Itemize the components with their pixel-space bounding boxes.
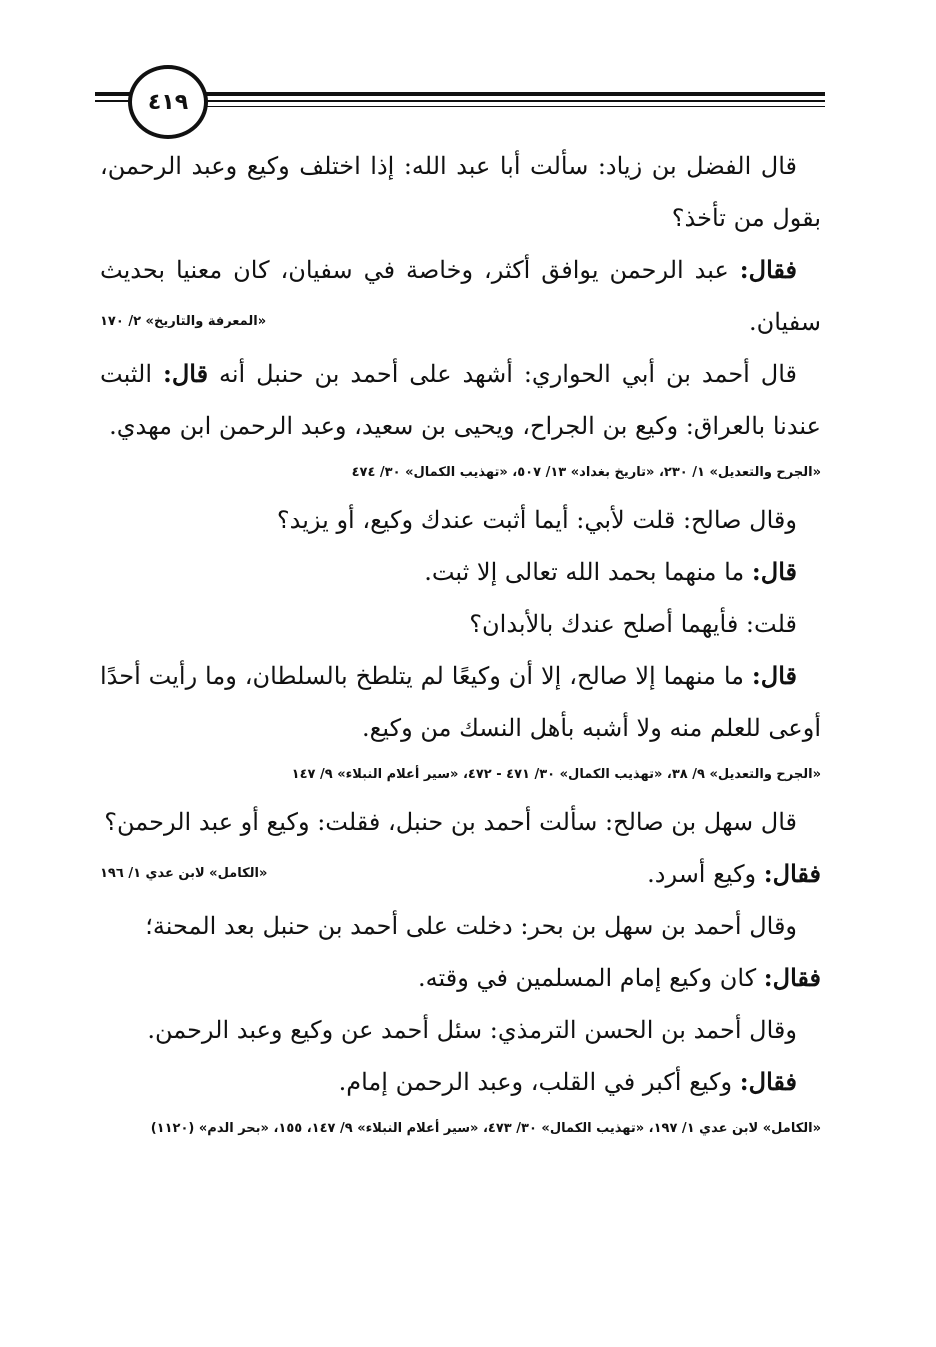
paragraph: قلت: فأيهما أصلح عندك بالأبدان؟ bbox=[469, 610, 797, 638]
paragraph bbox=[100, 244, 821, 348]
paragraph bbox=[100, 1056, 821, 1108]
paragraph bbox=[100, 848, 821, 900]
paragraph-text: وكيع أسرد. bbox=[647, 860, 764, 888]
paragraph: وقال صالح: قلت لأبي: أيما أثبت عندك وكيع، أو يزيد؟ bbox=[276, 506, 797, 534]
header-rule bbox=[200, 92, 825, 96]
paragraph-text: قال أحمد بن أبي الحواري: أشهد على أحمد بن حنبل أنه bbox=[208, 360, 797, 388]
page-number: ٤١٩ bbox=[128, 65, 208, 139]
paragraph: قال سهل بن صالح: سألت أحمد بن حنبل، فقلت: وكيع أو عبد الرحمن؟ bbox=[104, 808, 797, 836]
paragraph: قال الفضل بن زياد: سألت أبا عبد الله: إذا اختلف وكيع وعبد الرحمن، بقول من تأخذ؟ bbox=[100, 152, 821, 232]
speaker-label: فقال: bbox=[763, 859, 821, 888]
paragraph-text: كان وكيع إمام المسلمين في وقته. bbox=[418, 964, 764, 992]
page-header bbox=[95, 60, 825, 140]
paragraph: وقال أحمد بن سهل بن بحر: دخلت على أحمد بن حنبل بعد المحنة؛ bbox=[145, 912, 797, 940]
paragraph-text: ما منهما بحمد الله تعالى إلا ثبت. bbox=[424, 558, 752, 586]
speaker-label: قال: bbox=[751, 557, 797, 586]
citation: «الجرح والتعديل» ٩/ ٣٨، «تهذيب الكمال» ٣٠/ ٤٧١ - ٤٧٢، «سير أعلام النبلاء» ٩/ ١٤٧ bbox=[291, 767, 821, 782]
speaker-label: فقال: bbox=[739, 1067, 797, 1096]
paragraph bbox=[100, 650, 821, 754]
speaker-label: قال: bbox=[162, 359, 209, 388]
paragraph-text: وكيع أكبر في القلب، وعبد الرحمن إمام. bbox=[338, 1068, 740, 1096]
paragraph-text: الثبت عندنا بالعراق: وكيع بن الجراح، ويحيى بن سعيد، وعبد الرحمن ابن مهدي. bbox=[100, 360, 821, 440]
paragraph: وقال أحمد بن الحسن الترمذي: سئل أحمد عن وكيع وعبد الرحمن. bbox=[147, 1016, 797, 1044]
citation: «الكامل» لابن عدي ١/ ١٩٧، «تهذيب الكمال» ٣٠/ ٤٧٣، «سير أعلام النبلاء» ٩/ ١٤٧، ١٥٥، «بحر الدم» (١١٢٠) bbox=[150, 1121, 821, 1136]
paragraph-text: ما منهما إلا صالح، إلا أن وكيعًا لم يتلطخ بالسلطان، وما رأيت أحدًا أوعى للعلم منه ولا أشبه بأهل النسك من وكيع. bbox=[100, 662, 821, 742]
speaker-label: قال: bbox=[751, 661, 797, 690]
paragraph bbox=[100, 952, 821, 1004]
citation: «المعرفة والتاريخ» ٢/ ١٧٠ bbox=[100, 314, 267, 329]
paragraph bbox=[100, 546, 821, 598]
header-rule bbox=[200, 106, 825, 107]
paragraph-text: عبد الرحمن يوافق أكثر، وخاصة في سفيان، كان معنيا بحديث سفيان. bbox=[100, 256, 821, 336]
paragraph bbox=[100, 348, 821, 452]
header-rule bbox=[200, 100, 825, 102]
citation: «الكامل» لابن عدي ١/ ١٩٦ bbox=[100, 866, 268, 881]
speaker-label: فقال: bbox=[763, 963, 821, 992]
citation: «الجرح والتعديل» ١/ ٢٣٠، «تاريخ بغداد» ١٣/ ٥٠٧، «تهذيب الكمال» ٣٠/ ٤٧٤ bbox=[351, 465, 821, 480]
page-body bbox=[100, 140, 821, 1150]
speaker-label: فقال: bbox=[739, 255, 797, 284]
